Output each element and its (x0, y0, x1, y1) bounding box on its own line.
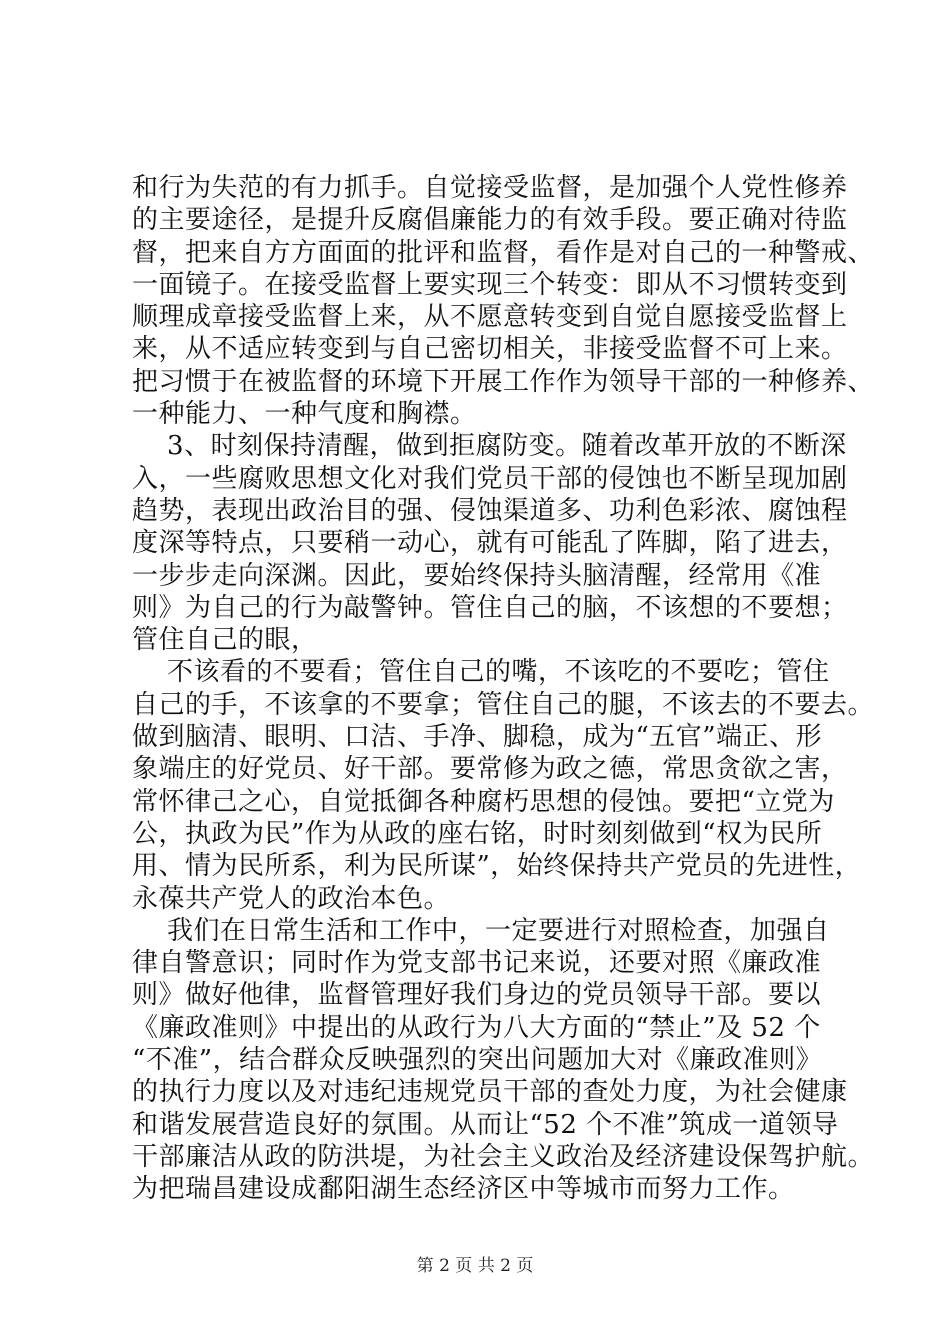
text-line: 3、时刻保持清醒，做到拒腐防变。随着改革开放的不断深 (132, 431, 847, 462)
text-line: 一步步走向深渊。因此，要始终保持头脑清醒，经常用《准 (132, 560, 822, 591)
text-line: 象端庄的好党员、好干部。要常修为政之德，常思贪欲之害， (132, 754, 848, 785)
text-line: 《廉政准则》中提出的从政行为八大方面的“禁止”及 52 个 (132, 1012, 821, 1043)
text-line: 趋势，表现出政治目的强、侵蚀渠道多、功利色彩浓、腐蚀程 (132, 495, 848, 526)
text-line: 和谐发展营造良好的氛围。从而让“52 个不准”筑成一道领导 (132, 1109, 839, 1140)
text-line: “不准”，结合群众反映强烈的突出问题加大对《廉政准则》 (132, 1045, 823, 1076)
text-line: 一面镜子。在接受监督上要实现三个转变：即从不习惯转变到 (132, 269, 848, 300)
text-line: 和行为失范的有力抓手。自觉接受监督，是加强个人党性修养 (132, 173, 848, 203)
text-line: 自己的手，不该拿的不要拿；管住自己的腿，不该去的不要去。 (132, 689, 875, 720)
text-line: 的主要途径，是提升反腐倡廉能力的有效手段。要正确对待监 (132, 205, 848, 236)
text-line: 来，从不适应转变到与自己密切相关，非接受监督不可上来。 (132, 334, 848, 365)
text-line: 用、情为民所系，利为民所谋”，始终保持共产党员的先进性， (132, 851, 862, 882)
body-text (132, 172, 875, 1206)
text-line: 度深等特点，只要稍一动心，就有可能乱了阵脚，陷了进去， (132, 528, 848, 559)
text-line: 干部廉洁从政的防洪堤，为社会主义政治及经济建设保驾护航。 (132, 1141, 875, 1172)
text-line: 的执行力度以及对违纪违规党员干部的查处力度，为社会健康 (132, 1077, 848, 1108)
text-line: 入，一些腐败思想文化对我们党员干部的侵蚀也不断呈现加剧 (132, 463, 848, 494)
text-line: 管住自己的眼， (132, 625, 318, 656)
text-line: 督，把来自方方面面的批评和监督，看作是对自己的一种警戒、 (132, 237, 875, 268)
text-line: 把习惯于在被监督的环境下开展工作作为领导干部的一种修养、 (132, 366, 875, 397)
page-footer: 第 2 页 共 2 页 (416, 1256, 534, 1276)
text-line: 为把瑞昌建设成鄱阳湖生态经济区中等城市而努力工作。 (132, 1174, 795, 1205)
text-line: 永葆共产党人的政治本色。 (132, 883, 451, 914)
text-line: 我们在日常生活和工作中，一定要进行对照检查，加强自 (132, 915, 830, 946)
text-line: 公，执政为民”作为从政的座右铭，时时刻刻做到“权为民所 (132, 818, 823, 849)
text-line: 不该看的不要看；管住自己的嘴，不该吃的不要吃；管住 (132, 657, 830, 688)
text-line: 顺理成章接受监督上来，从不愿意转变到自觉自愿接受监督上 (132, 302, 848, 333)
text-line: 一种能力、一种气度和胸襟。 (132, 399, 477, 430)
text-line: 则》做好他律，监督管理好我们身边的党员领导干部。要以 (132, 980, 822, 1011)
text-line: 常怀律己之心，自觉抵御各种腐朽思想的侵蚀。要把“立党为 (132, 786, 835, 817)
text-line: 做到脑清、眼明、口洁、手净、脚稳，成为“五官”端正、形 (132, 722, 823, 753)
text-line: 律自警意识；同时作为党支部书记来说，还要对照《廉政准 (132, 948, 822, 979)
text-line: 则》为自己的行为敲警钟。管住自己的脑，不该想的不要想； (132, 592, 848, 623)
